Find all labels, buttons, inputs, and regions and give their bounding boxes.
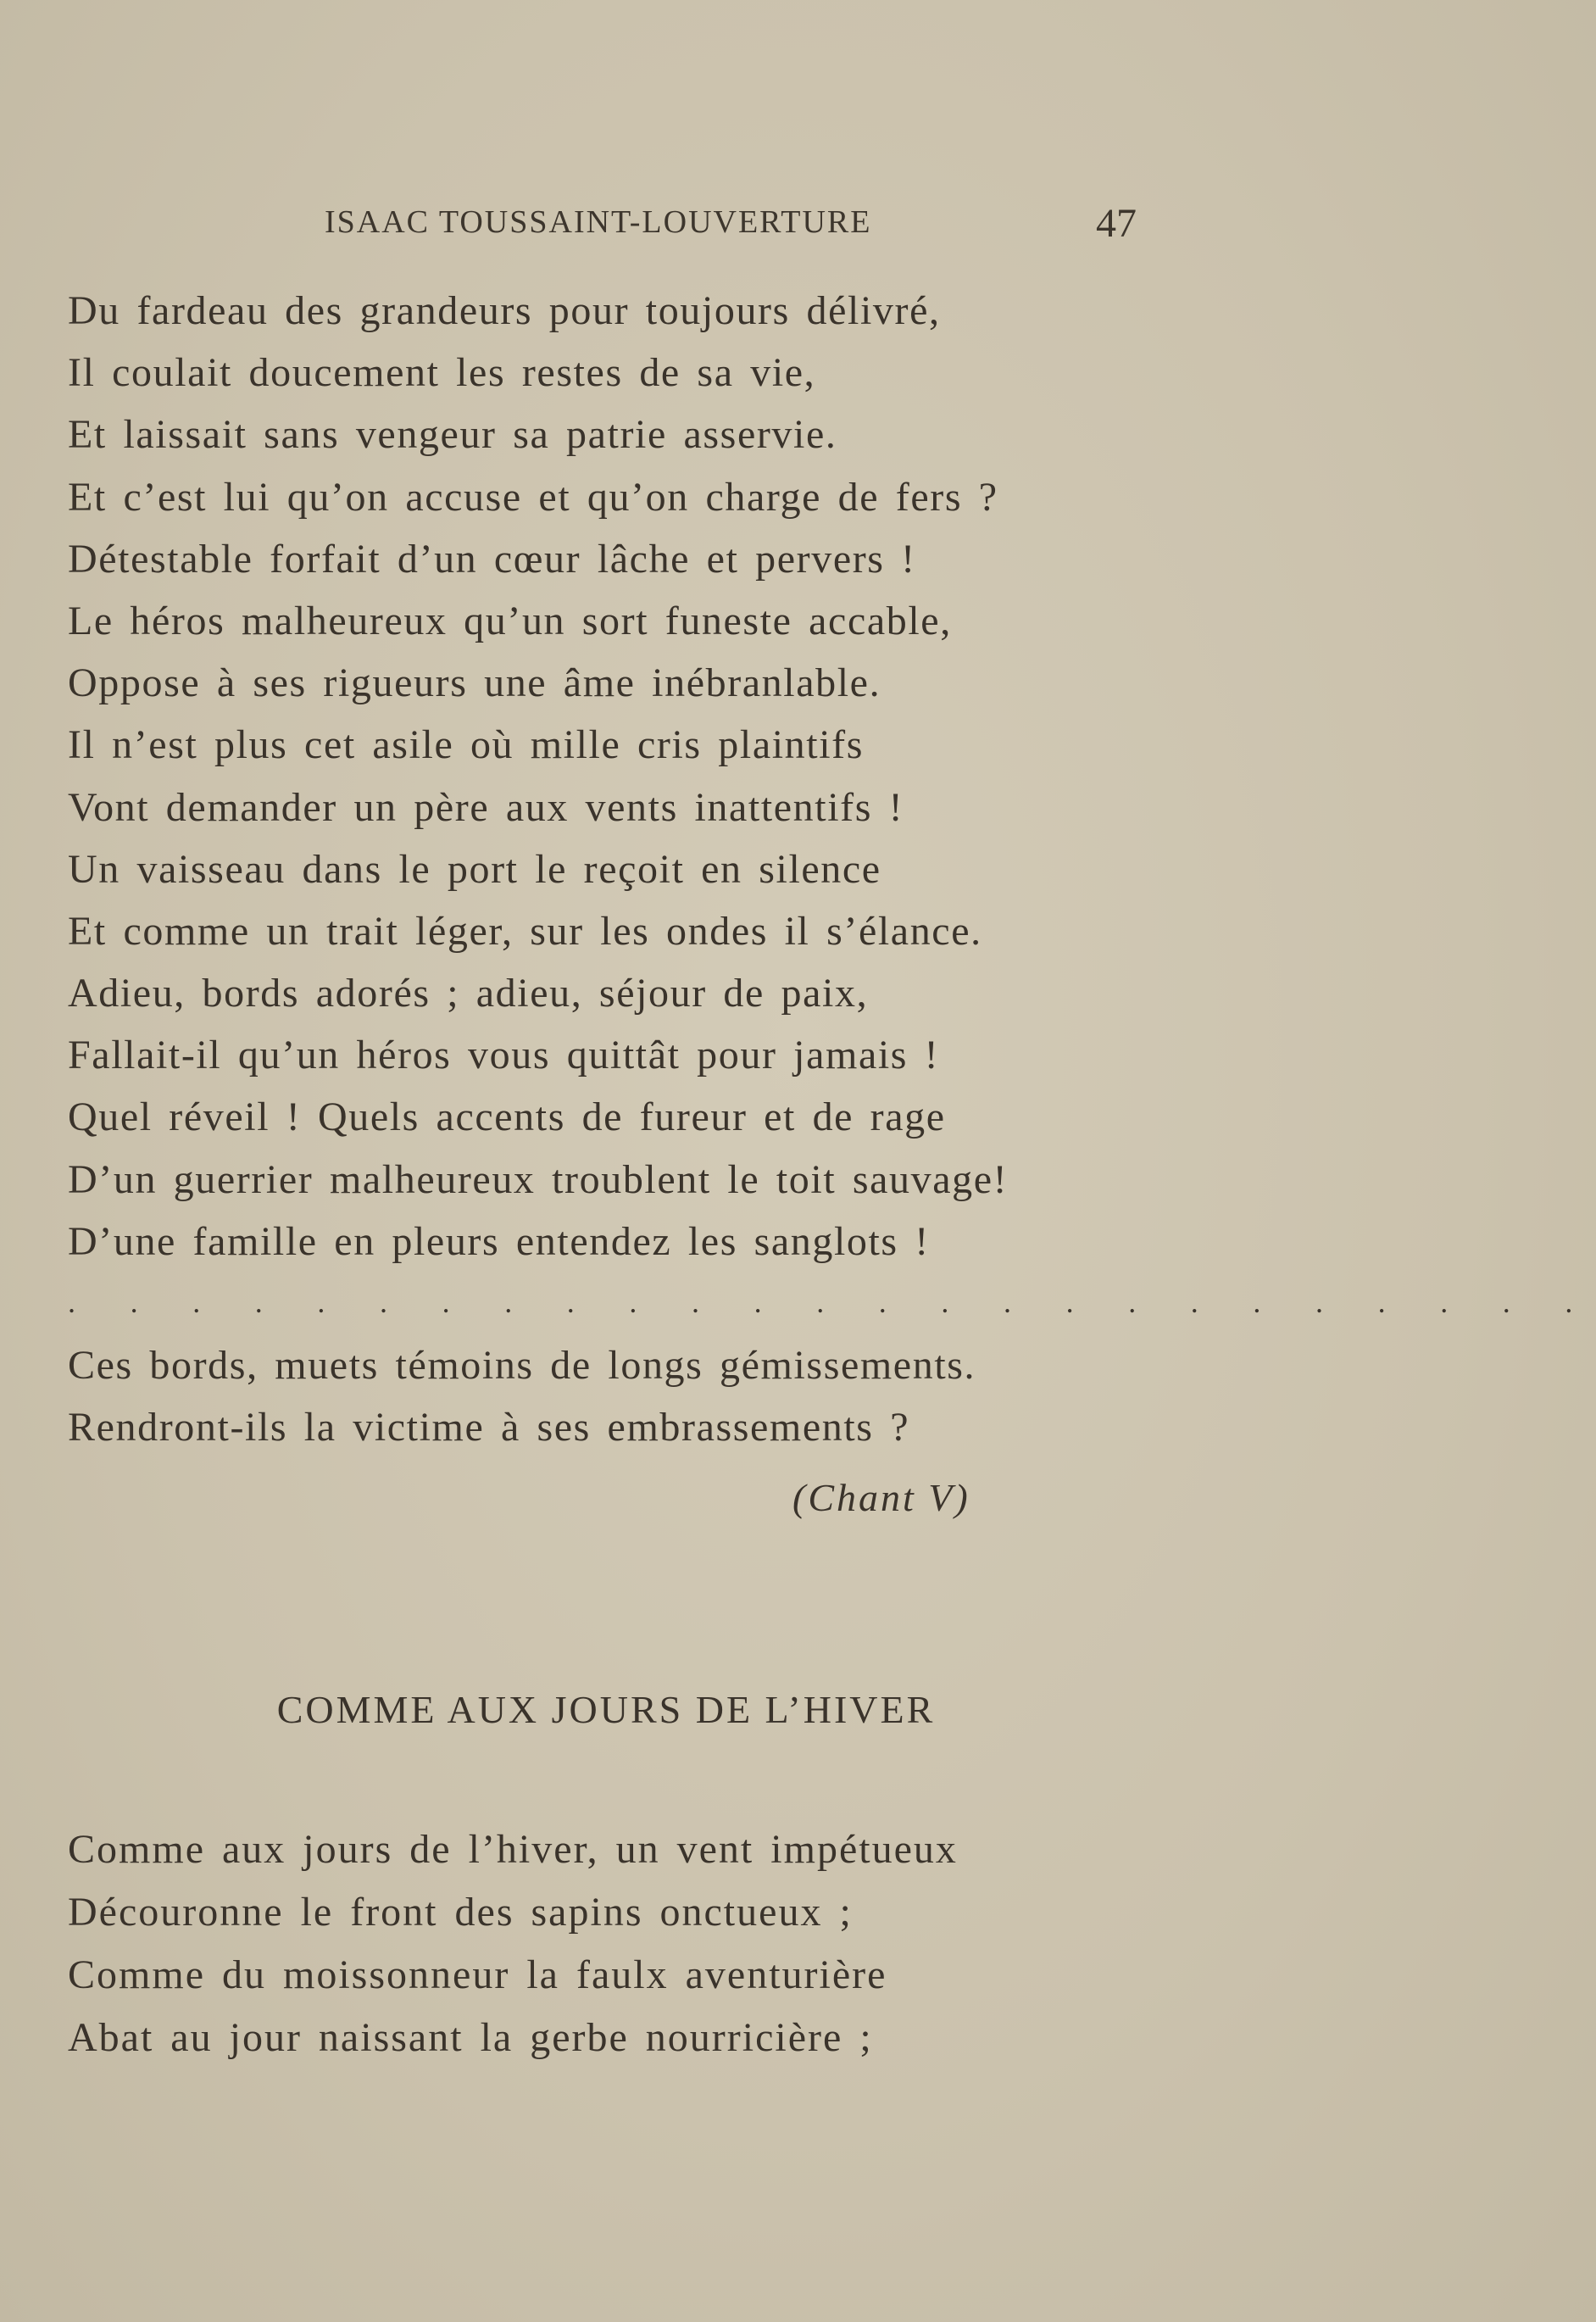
verse-line: Comme du moissonneur la faulx aventurière — [68, 1952, 887, 1997]
verse-line: Et laissait sans vengeur sa patrie asservie. — [68, 412, 837, 458]
verse-line: Fallait-il qu’un héros vous quittât pour jamais ! — [68, 1033, 940, 1078]
verse-line: Et c’est lui qu’on accuse et qu’on charge de fers ? — [68, 474, 998, 520]
poem-section — [68, 1818, 1170, 2069]
section-title: COMME AUX JOURS DE L’HIVER — [276, 1688, 936, 1731]
verse-line: Un vaisseau dans le port le reçoit en silence — [68, 846, 881, 892]
verse-line: Il coulait doucement les restes de sa vie, — [68, 350, 816, 396]
verse-line: Ces bords, muets témoins de longs gémissements. — [68, 1343, 976, 1388]
verse-line: Et comme un trait léger, sur les ondes il s’élance. — [68, 908, 982, 954]
verse-line: Vont demander un père aux vents inattentifs ! — [68, 784, 904, 830]
verse-line: Découronne le front des sapins onctueux ; — [68, 1890, 853, 1935]
verse-line: D’un guerrier malheureux troublent le toit sauvage! — [68, 1156, 1009, 1202]
page-number: 47 — [1096, 201, 1137, 246]
verse-line: Quel réveil ! Quels accents de fureur et de rage — [68, 1094, 946, 1140]
verse-line: Adieu, bords adorés ; adieu, séjour de paix, — [68, 971, 869, 1016]
poem-excerpt — [68, 280, 1596, 1458]
verse-line: Du fardeau des grandeurs pour toujours délivré, — [68, 288, 941, 333]
verse-line: Abat au jour naissant la gerbe nourricière ; — [68, 2015, 873, 2060]
verse-line: Il n’est plus cet asile où mille cris plaintifs — [68, 722, 865, 768]
verse-line: Oppose à ses rigueurs une âme inébranlable. — [68, 660, 881, 706]
verse-line: Comme aux jours de l’hiver, un vent impétueux — [68, 1827, 958, 1872]
verse-line: Rendront-ils la victime à ses embrassements ? — [68, 1405, 910, 1451]
verse-line: D’une famille en pleurs entendez les sanglots ! — [68, 1218, 930, 1264]
verse-line: Détestable forfait d’un cœur lâche et pervers ! — [68, 536, 916, 582]
running-header: ISAAC TOUSSAINT-LOUVERTURE — [325, 204, 872, 240]
ellipsis-row: . . . . . . . . . . . . . . . . . . . . . . . . . — [68, 1285, 1596, 1319]
attribution: (Chant V) — [792, 1476, 970, 1519]
verse-line: Le héros malheureux qu’un sort funeste accable, — [68, 598, 952, 643]
